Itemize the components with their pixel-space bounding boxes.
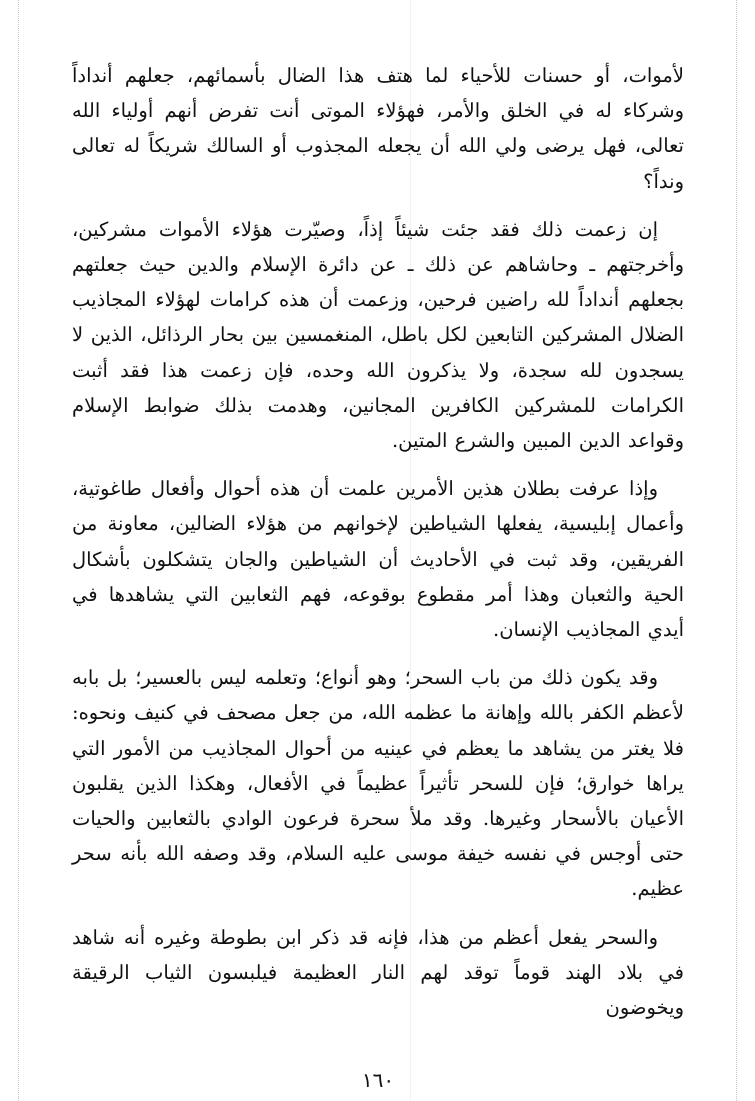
paragraph-3: وإذا عرفت بطلان هذين الأمرين علمت أن هذه أحوال وأفعال طاغوتية، وأعمال إبليسية، يفعلها الشياطين لإخوانهم من هؤلاء الضالين، معاونة من الفريقين، وقد ثبت في الأحاديث أن الشياطين والجان يتشكلون بأشكال الحية والثعبان وهذا أمر مقطوع بوقوعه، فهم الثعابين التي يشاهدها في أيدي المجاذيب الإنسان. (72, 477, 684, 642)
page-number: ١٦٠ (361, 1068, 395, 1092)
paragraph-5: والسحر يفعل أعظم من هذا، فإنه قد ذكر ابن بطوطة وغيره أنه شاهد في بلاد الهند قوماً توقد لهم النار العظيمة فيلبسون الثياب الرقيقة ويخوضون (72, 925, 684, 1020)
scan-fold-line-right (736, 0, 737, 1101)
paragraph-2: إن زعمت ذلك فقد جئت شيئاً إذاً، وصيّرت هؤلاء الأموات مشركين، وأخرجتهم ـ وحاشاهم عن ذلك ـ عن دائرة الإسلام والدين حيث جعلتهم بجعلهم أنداداً لله راضين فرحين، وزعمت أن هذه كرامات لهؤلاء المجاذيب الضلال المشركين التابعين لكل باطل، المنغمسين بين بحار الرذائل، الذين لا يسجدون لله سجدة، ولا يذكرون الله وحده، فإن زعمت هذا فقد أثبت الكرامات للمشركين الكافرين المجانين، وهدمت بذلك ضوابط الإسلام وقواعد الدين المبين والشرع المتين. (72, 217, 684, 453)
book-page (72, 58, 684, 1092)
paragraph-4: وقد يكون ذلك من باب السحر؛ وهو أنواع؛ وتعلمه ليس بالعسير؛ بل بابه لأعظم الكفر بالله وإهانة ما عظمه الله، من جعل مصحف في كنيف ونحوه: فلا يغتر من يشاهد ما يعظم في عينيه من أحوال المجاذيب من الأمور التي يراها خوارق؛ فإن للسحر تأثيراً عظيماً في الأفعال، وهكذا الذين يقلبون الأعيان بالأسحار وغيرها. وقد ملأ سحرة فرعون الوادي بالثعابين والحيات حتى أوجس في نفسه خيفة موسى عليه السلام، وقد وصفه الله بأنه سحر عظيم. (72, 666, 684, 901)
scan-fold-line-left (18, 0, 19, 1101)
paragraph-1: لأموات، أو حسنات للأحياء لما هتف هذا الضال بأسمائهم، جعلهم أنداداً وشركاء له في الخلق والأمر، فهؤلاء الموتى أنت تفرض أنهم أولياء الله تعالى، فهل يرضى ولي الله أن يجعله المجذوب أو السالك شريكاً له تعالى ونداً؟ (72, 64, 684, 193)
